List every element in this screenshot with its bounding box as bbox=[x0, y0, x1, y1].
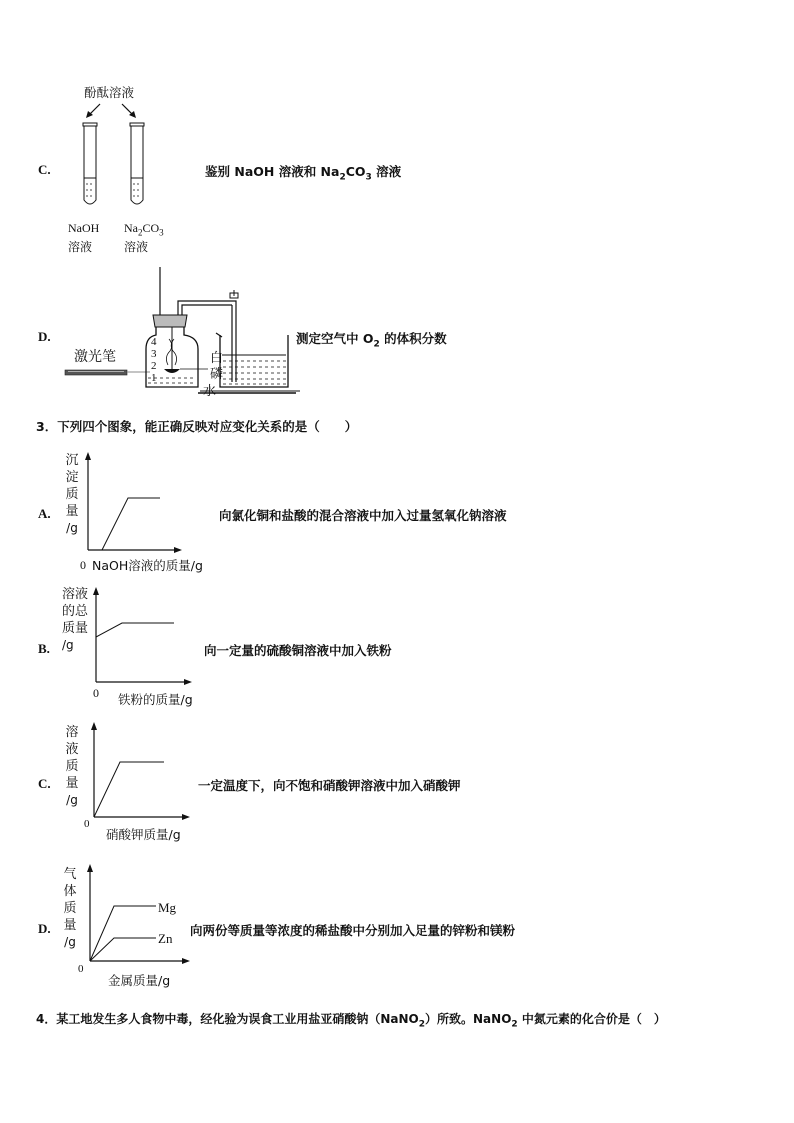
x-axis-label: 金属质量/g bbox=[108, 973, 171, 988]
option-letter: B. bbox=[38, 641, 50, 656]
y-axis-label: 气 体 质 量 /g bbox=[63, 867, 77, 949]
option-letter: D. bbox=[38, 921, 51, 936]
x-axis-label: NaOH溶液的质量/g bbox=[92, 558, 203, 573]
water-label: 水 bbox=[203, 384, 217, 399]
phosphorus-apparatus-illustration bbox=[60, 265, 300, 400]
zn-series-line bbox=[90, 938, 156, 961]
mg-label: Mg bbox=[158, 900, 177, 915]
graph-d-plot bbox=[82, 862, 197, 967]
option-c-description: 鉴别 NaOH 溶液和 $Na_2CO_3$ 溶液 bbox=[205, 164, 402, 183]
na2co3-label-line2: 溶液 bbox=[124, 240, 149, 254]
y-axis-label: 沉 淀 质 量 /g bbox=[65, 453, 79, 535]
origin-label: 0 bbox=[93, 686, 99, 700]
y-axis-label: 溶 液 质 量 /g bbox=[65, 725, 79, 807]
phenolphthalein-label: 酚酞溶液 bbox=[84, 85, 135, 100]
origin-label: 0 bbox=[80, 558, 86, 572]
graph-c-description: 一定温度下，向不饱和硝酸钾溶液中加入硝酸钾 bbox=[198, 778, 461, 793]
graph-d-description: 向两份等质量等浓度的稀盐酸中分别加入足量的锌粉和镁粉 bbox=[190, 923, 516, 938]
white-phosphorus-label-1: 白 bbox=[210, 351, 224, 366]
option-letter: D. bbox=[38, 329, 51, 344]
graph-c-plot bbox=[86, 720, 196, 825]
naoh-label-line2: 溶液 bbox=[68, 240, 93, 254]
graph-b-plot bbox=[88, 585, 198, 690]
origin-label: 0 bbox=[78, 963, 84, 975]
option-letter: A. bbox=[38, 506, 51, 521]
option-d-description: 测定空气中 $O_2$ 的体积分数 bbox=[296, 331, 447, 350]
test-tubes-illustration bbox=[60, 100, 180, 215]
na2co3-test-tube bbox=[130, 123, 144, 204]
question-3-stem: 3．下列四个图象，能正确反映对应变化关系的是（ ） bbox=[36, 419, 358, 434]
question-4-stem: 4．某工地发生多人食物中毒，经化验为误食工业用盐亚硝酸钠（NaNO$_2$）所致。NaNO$_2$ 中氮元素的化合价是（ ） bbox=[36, 1012, 666, 1030]
x-axis-label: 铁粉的质量/g bbox=[118, 692, 193, 707]
laser-pen-icon bbox=[65, 370, 150, 375]
graph-a-description: 向氯化铜和盐酸的混合溶液中加入过量氢氧化钠溶液 bbox=[219, 508, 507, 523]
naoh-label-line1: NaOH bbox=[68, 221, 100, 235]
y-axis-label: 溶液 的总 质量 /g bbox=[62, 587, 89, 652]
mg-series-line bbox=[90, 906, 156, 961]
graph-b-description: 向一定量的硫酸铜溶液中加入铁粉 bbox=[204, 643, 392, 658]
graph-a-plot bbox=[80, 450, 190, 560]
white-phosphorus-label-2: 磷 bbox=[210, 367, 224, 382]
option-letter: C. bbox=[38, 162, 51, 177]
origin-label: 0 bbox=[84, 818, 90, 830]
zn-label: Zn bbox=[158, 931, 173, 946]
laser-pen-label: 激光笔 bbox=[74, 349, 116, 365]
naoh-test-tube bbox=[83, 123, 97, 204]
bottle-scale: 4 3 2 1 bbox=[151, 336, 157, 384]
na2co3-label-line1: $Na_2CO_3$ bbox=[124, 221, 164, 238]
x-axis-label: 硝酸钾质量/g bbox=[106, 827, 181, 842]
option-letter: C. bbox=[38, 776, 51, 791]
